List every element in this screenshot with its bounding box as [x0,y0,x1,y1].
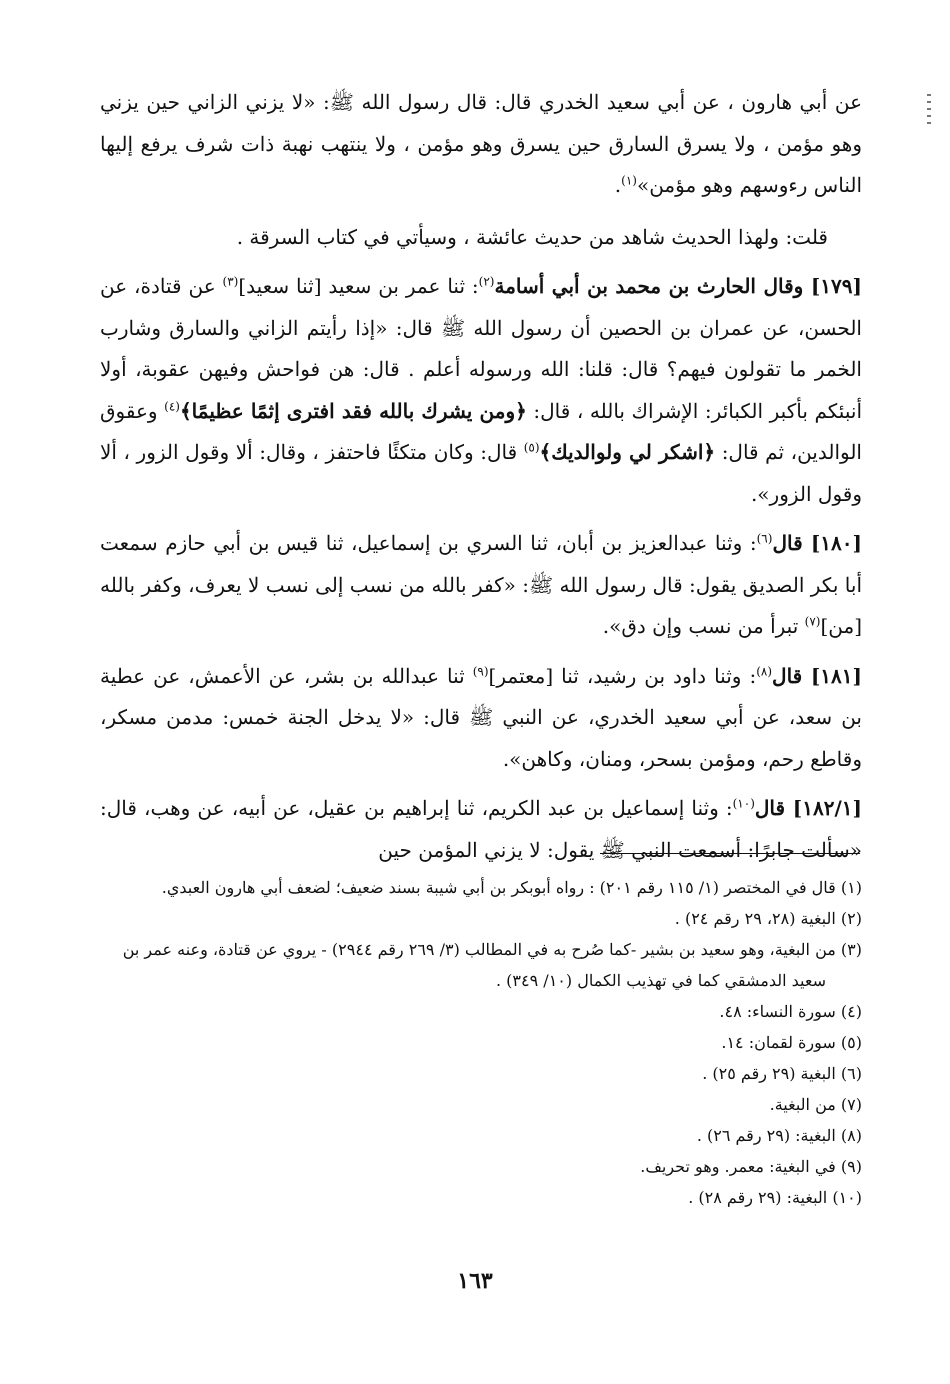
footnote: (٣) من البغية، وهو سعيد بن بشير -كما صُرح به في المطالب (٣/ ٢٦٩ رقم ٢٩٤٤) - يروي عن قتادة، وعنه عمر بن سعيد الدمشقي كما في تهذيب الكمال (١٠/ ٣٤٩) . [122,940,862,990]
footnote-divider [600,853,860,854]
footnote-ref[interactable]: (٨) [756,663,773,678]
footnote-ref[interactable]: (٤) [164,398,180,413]
paragraph-2: قلت: ولهذا الحديث شاهد من حديث عائشة ، وسيأتي في كتاب السرقة . [236,224,828,249]
footnote-ref[interactable]: (٢) [478,274,495,289]
footnote: (٨) البغية: (٢٩ رقم ٢٦) . [696,1126,862,1145]
hadith-181: [١٨١] قال$^{(٨)}$: وثنا داود بن رشيد، ثنا [معتمر]$^{(٩)}$ ثنا عبدالله بن بشر، عن الأعمش، عن عطية بن سعد، عن أبي سعيد الخدري، عن النبي ﷺ قال: «لا يدخل الجنة خمس: مدمن مسكر، وقاطع رحم، ومؤمن بسحر، ومنان، وكاهن». [100,663,862,771]
footnote-ref[interactable]: (١) [621,173,637,188]
footnote: (٧) من البغية. [769,1095,862,1114]
footnote: (٩) في البغية: معمر. وهو تحريف. [640,1157,862,1176]
footnote: (٥) سورة لقمان: ١٤. [721,1033,862,1052]
quran-verse: ﴿ومن يشرك بالله فقد افترى إثمًا عظيمًا﴾ [179,398,527,423]
footnote: (١٠) البغية: (٢٩ رقم ٢٨) . [688,1188,862,1207]
footnote-ref[interactable]: (١٠) [732,796,755,811]
footnote-ref[interactable]: (٥) [523,440,540,455]
hadith-number: [١٧٩] وقال الحارث بن محمد بن أبي أسامة [494,274,862,298]
hadith-182: [١٨٢/١] قال$^{(١٠)}$: وثنا إسماعيل بن عبد الكريم، ثنا إبراهيم بن عقيل، عن أبيه، عن وهب، قال: «سألت جابرًا: أسمعت النبي ﷺ يقول: لا يزني المؤمن حين [100,796,862,862]
margin-marks [927,94,931,128]
footnote: (٤) سورة النساء: ٤٨. [719,1002,862,1021]
footnotes [100,872,862,1213]
hadith-number: [١٨٠] قال [772,531,862,555]
footnote-ref[interactable]: (٣) [222,274,239,289]
footnote-ref[interactable]: (٧) [804,614,821,629]
paragraph-1: عن أبي هارون ، عن أبي سعيد الخدري قال: قال رسول الله ﷺ: «لا يزني الزاني حين يزني وهو مؤمن ، ولا يسرق السارق حين يسرق وهو مؤمن ، ولا ينتهب نهبة ذات شرف يرفع إليها الناس رءوسهم وهو مؤمن»$^{(١)}$. [100,90,862,197]
hadith-number: [١٨١] قال [772,663,862,688]
hadith-180: [١٨٠] قال$^{(٦)}$: وثنا عبدالعزيز بن أبان، ثنا السري بن إسماعيل، ثنا قيس بن أبي حازم سمعت أبا بكر الصديق يقول: قال رسول الله ﷺ: «كفر بالله من نسب إلى نسب لا يعرف، وكفر بالله [من]$^{(٧)}$ تبرأ من نسب وإن دق». [100,531,862,638]
footnote: (٢) البغية (٢٨، ٢٩ رقم ٢٤) . [674,909,862,928]
footnote: (١) قال في المختصر (١/ ١١٥ رقم ٢٠١) : رواه أبوبكر بن أبي شيبة بسند ضعيف؛ لضعف أبي هارون العبدي. [161,878,862,897]
footnote: (٦) البغية (٢٩ رقم ٢٥) . [702,1064,862,1083]
hadith-179: [١٧٩] وقال الحارث بن محمد بن أبي أسامة$^{(٢)}$: ثنا عمر بن سعيد [ثنا سعيد]$^{(٣)}$ عن قتادة، عن الحسن، عن عمران بن الحصين أن رسول الله ﷺ قال: «إذا رأيتم الزاني والسارق وشارب الخمر ما تقولون فيهم؟ قال: قلنا: الله ورسوله أعلم . قال: هن فواحش وفيهن عقوبة، أولا أنبئكم بأكبر الكبائر: الإشراك بالله ، قال: ﴿ومن يشرك بالله فقد افترى إثمًا عظيمًا﴾$^{(٤)}$ وعقوق الوالدين، ثم قال: ﴿اشكر لي ولوالديك﴾$^{(٥)}$ قال: وكان متكئًا فاحتفز ، وقال: ألا وقول الزور ، ألا وقول الزور». [100,274,862,506]
footnote-ref[interactable]: (٦) [756,531,773,546]
quran-verse: ﴿اشكر لي ولوالديك﴾ [539,440,716,464]
hadith-number: [١٨٢/١] قال [754,796,862,820]
footnote-ref[interactable]: (٩) [472,663,489,678]
main-text [100,82,862,879]
page-number: ١٦٣ [457,1268,493,1294]
